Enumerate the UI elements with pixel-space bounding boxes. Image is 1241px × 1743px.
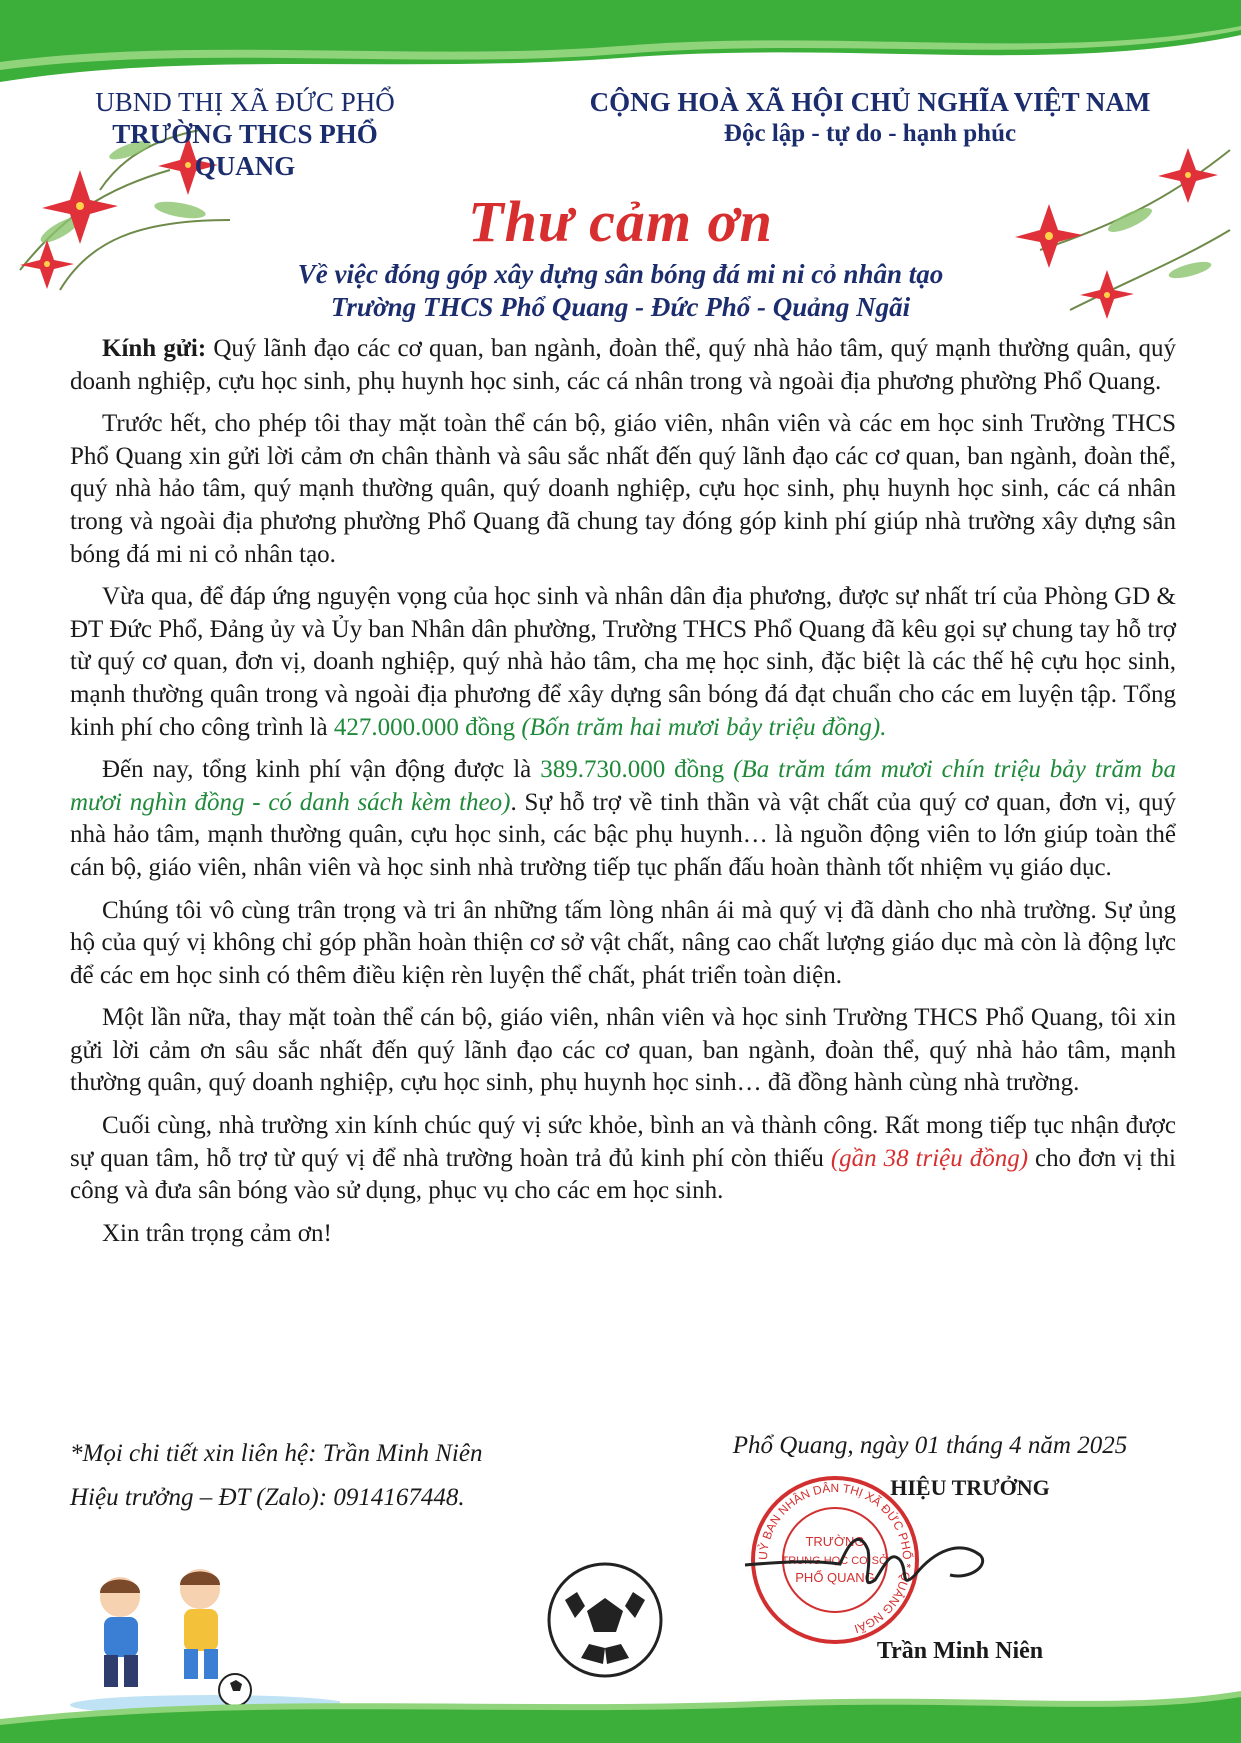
p3-rest: . Sự hỗ trợ về tinh thần và vật chất của quý cơ quan, đơn vị, quý nhà hảo tâm, mạnh thường quân, cựu học sinh, các bậc phụ huynh… là nguồn động viên to lớn giúp toàn thể cán bộ, giáo viên, nhân viên và học sinh nhà trường tiếp tục phấn đấu hoàn thành tốt nhiệm vụ giáo dục. xyxy=(70,788,1176,881)
closing-line: Xin trân trọng cảm ơn! xyxy=(102,1219,332,1247)
contact-info xyxy=(70,1432,590,1520)
issuer-block xyxy=(60,86,430,182)
total-cost-words: (Bốn trăm hai mươi bảy triệu đồng). xyxy=(521,713,887,741)
paragraph-4: Chúng tôi vô cùng trân trọng và tri ân những tấm lòng nhân ái mà quý vị đã dành cho nhà trường. Sự ủng hộ của quý vị không chỉ góp phần hoàn thiện cơ sở vật chất, nâng cao chất lượng giáo dục mà còn là động lực để các em học sinh có thêm điều kiện rèn luyện thể chất, phát triển toàn diện. xyxy=(70,896,1176,989)
country-name: CỘNG HOÀ XÃ HỘI CHỦ NGHĨA VIỆT NAM xyxy=(589,87,1151,117)
football-icon xyxy=(545,1560,665,1680)
stamp-line2: TRUNG HỌC CƠ SỞ xyxy=(781,1555,889,1567)
signer-role: HIỆU TRƯỞNG xyxy=(890,1475,1050,1500)
contact-line1: *Mọi chi tiết xin liên hệ: Trần Minh Niên xyxy=(70,1440,483,1467)
issuer-authority: UBND THỊ XÃ ĐỨC PHỔ xyxy=(95,87,395,117)
p6-rest: cho đơn vị thi công và đưa sân bóng vào sử dụng, phục vụ cho các em học sinh. xyxy=(70,1144,1177,1205)
greeting-label: Kính gửi: xyxy=(102,335,207,362)
shortfall-note: (gần 38 triệu đồng) xyxy=(830,1144,1029,1172)
paragraph-5: Một lần nữa, thay mặt toàn thể cán bộ, giáo viên, nhân viên và học sinh Trường THCS Phổ Quang, tôi xin gửi lời cảm ơn sâu sắc nhất đến quý lãnh đạo các cơ quan, ban ngành, đoàn thể, quý nhà hảo tâm, mạnh thường quân, quý doanh nghiệp, cựu học sinh, phụ huynh học sinh… đã đồng hành cùng nhà trường. xyxy=(70,1004,1176,1097)
p3-text: Đến nay, tổng kinh phí vận động được là xyxy=(102,756,541,784)
bottom-green-band xyxy=(0,1685,1241,1743)
greeting-paragraph xyxy=(70,333,1176,398)
subtitle-line1: Về việc đóng góp xây dựng sân bóng đá mi ni cỏ nhân tạo xyxy=(297,259,944,289)
contact-line2: Hiệu trưởng – ĐT (Zalo): 0914167448. xyxy=(70,1484,465,1511)
stamp-line3: PHỔ QUANG xyxy=(795,1570,875,1585)
letter-date: Phổ Quang, ngày 01 tháng 4 năm 2025 xyxy=(732,1432,1128,1459)
total-cost-amount: 427.000.000 đồng xyxy=(333,713,516,741)
raised-amount: 389.730.000 đồng xyxy=(540,756,725,784)
letter-title: Thư cảm ơn xyxy=(468,189,773,254)
p2-text: Vừa qua, để đáp ứng nguyện vọng của học sinh và nhân dân địa phương, được sự nhất trí của Phòng GD & ĐT Đức Phổ, Đảng ủy và Ủy ban Nhân dân phường, Trường THCS Phổ Quang đã kêu gọi sự chung tay hỗ trợ từ quý cơ quan, đơn vị, doanh nghiệp, quý nhà hảo tâm, cha mẹ học sinh, đặc biệt là các thế hệ cựu học sinh, mạnh thường quân trong và ngoài địa phương để xây dựng sân bóng đá đạt chuẩn cho các em luyện tập. Tổng kinh phí cho công trình là xyxy=(70,583,1176,741)
p6-text: Cuối cùng, nhà trường xin kính chúc quý vị sức khỏe, bình an và thành công. Rất mong tiếp tục nhận được sự quan tâm, hỗ trợ từ quý vị để nhà trường hoàn trả đủ kinh phí còn thiếu xyxy=(70,1112,1176,1172)
letter-body xyxy=(70,333,1176,1260)
handwritten-signature-icon xyxy=(740,1520,1020,1610)
paragraph-3 xyxy=(70,754,1176,884)
subtitle-line2: Trường THCS Phổ Quang - Đức Phổ - Quảng Ngãi xyxy=(330,292,911,322)
raised-words: (Ba trăm tám mươi chín triệu bảy trăm ba mươi nghìn đồng xyxy=(70,756,1177,816)
issuer-school: TRƯỜNG THCS PHỔ QUANG xyxy=(112,119,378,181)
stamp-line1: TRƯỜNG xyxy=(805,1534,865,1549)
greeting-text: Quý lãnh đạo các cơ quan, ban ngành, đoàn thể, quý nhà hảo tâm, quý mạnh thường quân, quý doanh nghiệp, cựu học sinh, phụ huynh học sinh, các cá nhân trong và ngoài địa phương phường Phổ Quang. xyxy=(70,335,1176,395)
paragraph-1: Trước hết, cho phép tôi thay mặt toàn thể cán bộ, giáo viên, nhân viên và các em học sinh Trường THCS Phổ Quang xin gửi lời cảm ơn chân thành và sâu sắc nhất đến quý lãnh đạo các cơ quan, ban ngành, đoàn thể, quý nhà hảo tâm, quý mạnh thường quân, quý doanh nghiệp, cựu học sinh, phụ huynh học sinh, các cá nhân trong và ngoài địa phương phường Phổ Quang đã chung tay đóng góp kinh phí giúp nhà trường xây dựng sân bóng đá mi ni cỏ nhân tạo. xyxy=(70,410,1176,568)
national-motto-block xyxy=(560,86,1180,150)
letter-subtitle xyxy=(0,258,1241,324)
motto: Độc lập - tự do - hạnh phúc xyxy=(723,120,1017,147)
signer-name: Trần Minh Niên xyxy=(876,1638,1044,1664)
paragraph-6 xyxy=(70,1110,1176,1208)
raised-note: - có danh sách kèm theo) xyxy=(244,788,511,816)
stamp-outer-text: UỶ BAN NHÂN DÂN THỊ XÃ ĐỨC PHỔ * QUẢNG NGÃI xyxy=(755,1480,915,1636)
paragraph-2 xyxy=(70,581,1176,744)
